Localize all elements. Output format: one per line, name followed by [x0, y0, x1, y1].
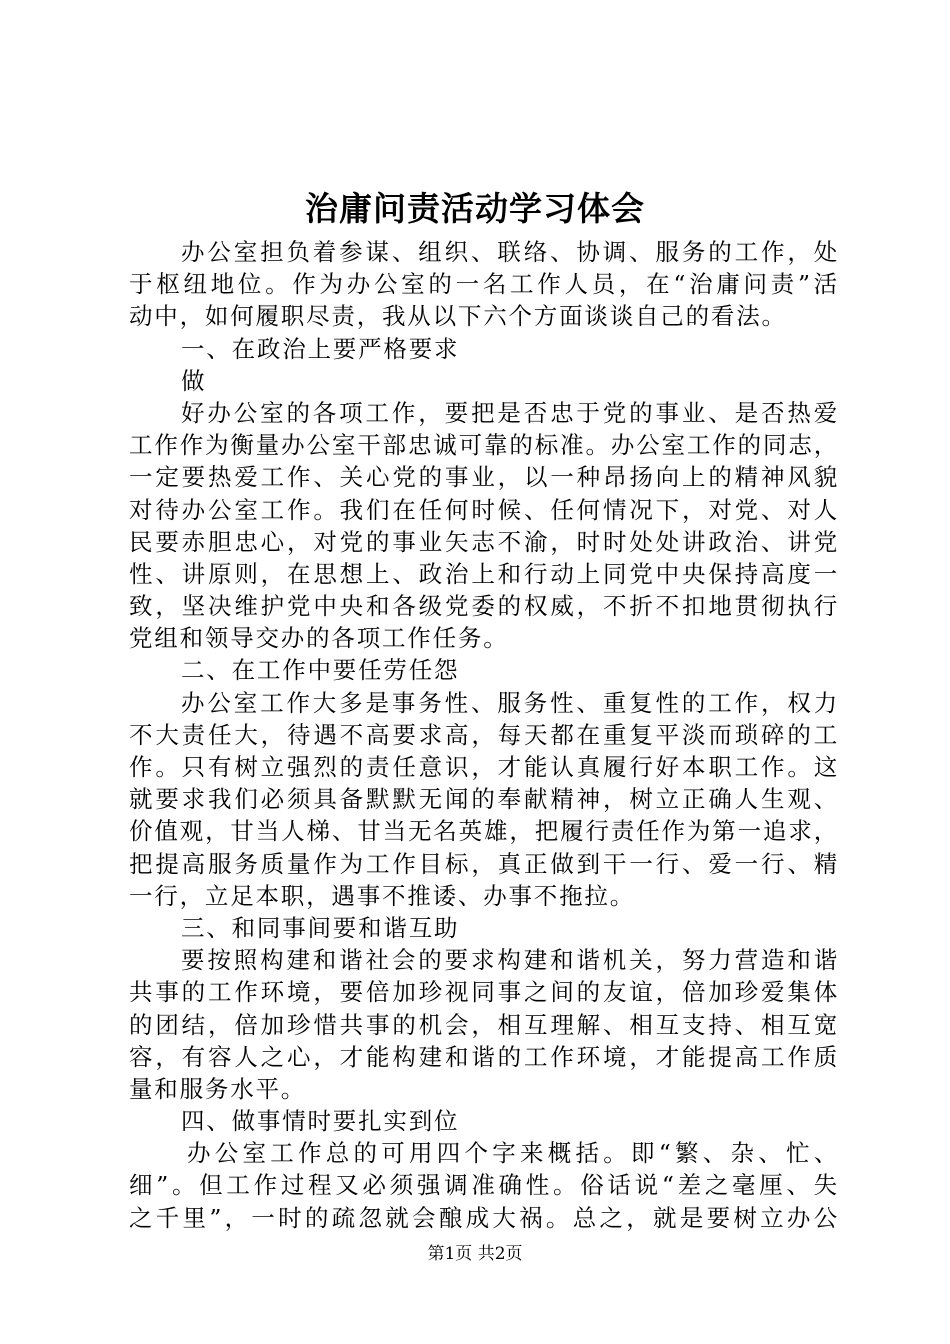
paragraph-line: 把提高服务质量作为工作目标，真正做到干一行、爱一行、精: [129, 849, 839, 878]
document-title: 治庸问责活动学习体会: [305, 189, 645, 228]
paragraph-line: 民要赤胆忠心，对党的事业矢志不渝，时时处处讲政治、讲党: [129, 527, 839, 556]
paragraph-line: 做: [181, 366, 207, 395]
document-body: [129, 236, 839, 1234]
paragraph-line: 一定要热爱工作、关心党的事业，以一种昂扬向上的精神风貌: [129, 463, 839, 492]
paragraph-line: 容，有容人之心，才能构建和谐的工作环境，才能提高工作质: [129, 1042, 839, 1071]
section-heading: 三、和同事间要和谐互助: [181, 913, 460, 942]
paragraph-line: 价值观，甘当人梯、甘当无名英雄，把履行责任作为第一追求，: [129, 817, 839, 846]
paragraph-line: 共事的工作环境，要倍加珍视同事之间的友谊，倍加珍爱集体: [129, 978, 839, 1007]
paragraph-line: 办公室工作总的可用四个字来概括。即“繁、杂、忙、: [187, 1139, 839, 1168]
section-heading: 一、在政治上要严格要求: [181, 334, 460, 363]
paragraph-line: 于枢纽地位。作为办公室的一名工作人员，在“治庸问责”活: [129, 270, 839, 299]
paragraph-line: 的团结，倍加珍惜共事的机会，相互理解、相互支持、相互宽: [129, 1010, 839, 1039]
paragraph-line: 一行，立足本职，遇事不推诿、办事不拖拉。: [129, 881, 635, 910]
paragraph-line: 细”。但工作过程又必须强调准确性。俗话说“差之毫厘、失: [129, 1171, 839, 1200]
paragraph-line: 之千里”，一时的疏忽就会酿成大祸。总之，就是要树立办公: [129, 1203, 839, 1232]
paragraph-line: 要按照构建和谐社会的要求构建和谐机关，努力营造和谐: [181, 946, 839, 975]
paragraph-line: 办公室担负着参谋、组织、联络、协调、服务的工作，处: [181, 238, 839, 266]
paragraph-line: 作。只有树立强烈的责任意识，才能认真履行好本职工作。这: [129, 753, 839, 781]
page-footer: 第1页 共2页: [427, 1244, 523, 1264]
section-heading: 二、在工作中要任劳任怨: [181, 656, 460, 685]
paragraph-line: 量和服务水平。: [129, 1074, 307, 1103]
paragraph-line: 就要求我们必须具备默默无闻的奉献精神，树立正确人生观、: [129, 785, 839, 814]
paragraph-line: 办公室工作大多是事务性、服务性、重复性的工作，权力: [181, 688, 839, 717]
paragraph-line: 对待办公室工作。我们在任何时候、任何情况下，对党、对人: [129, 495, 839, 524]
paragraph-line: 不大责任大，待遇不高要求高，每天都在重复平淡而琐碎的工: [129, 720, 839, 749]
section-heading: 四、做事情时要扎实到位: [181, 1107, 460, 1136]
paragraph-line: 工作作为衡量办公室干部忠诚可靠的标准。办公室工作的同志，: [129, 431, 839, 460]
paragraph-line: 党组和领导交办的各项工作任务。: [129, 624, 509, 653]
paragraph-line: 致，坚决维护党中央和各级党委的权威，不折不扣地贯彻执行: [129, 592, 839, 621]
paragraph-line: 动中，如何履职尽责，我从以下六个方面谈谈自己的看法。: [129, 302, 787, 331]
paragraph-line: 性、讲原则，在思想上、政治上和行动上同党中央保持高度一: [129, 559, 839, 588]
paragraph-line: 好办公室的各项工作，要把是否忠于党的事业、是否热爱: [181, 398, 839, 427]
